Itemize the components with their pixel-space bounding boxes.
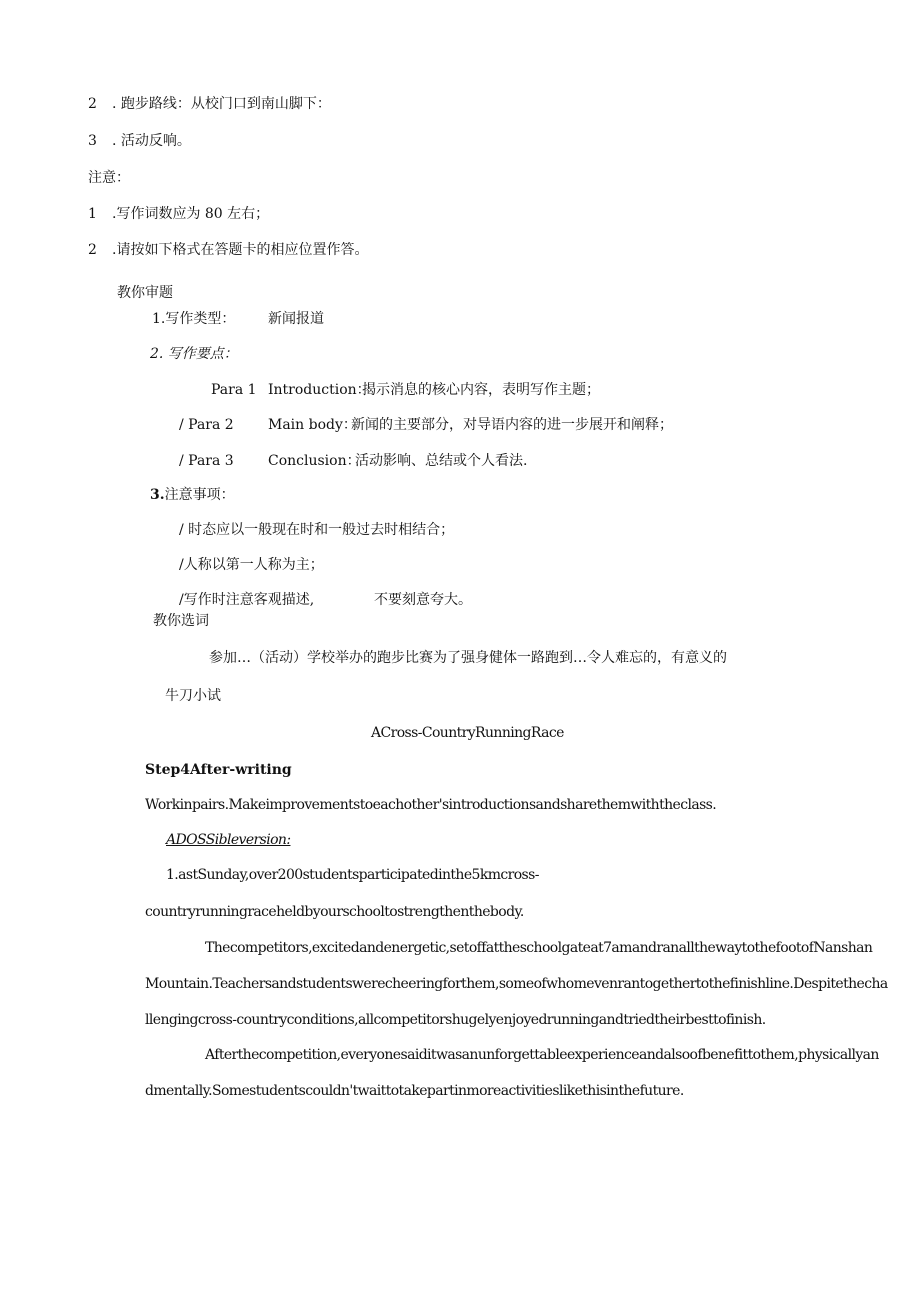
essay-para-3-line-2: dmentally.Somestudentscouldn'twaittotakepartinmoreactivitieslikethisinthefuture. <box>145 1083 684 1099</box>
note-2-text: .请按如下格式在答题卡的相应位置作答。 <box>112 242 369 258</box>
cautions-label-text: 注意事项： <box>164 487 235 503</box>
para-3-name: Conclusion： <box>268 453 361 469</box>
practice-heading: 牛刀小试 <box>165 688 221 704</box>
practice-title: ACross-CountryRunningRace <box>371 725 564 741</box>
cautions-number: 3. <box>150 487 165 503</box>
essay-para-1-line-1: 1.astSunday,over200studentsparticipatedinthe5kmcross- <box>166 867 539 883</box>
version-label: ADOSSibleversion: <box>166 832 291 848</box>
point-2-text: . 跑步路线：从校门口到南山脚下： <box>112 96 331 112</box>
vocab-line: 参加…（活动）学校举办的跑步比赛为了强身健体一路跑到…令人难忘的，有意义的 <box>209 650 727 666</box>
vocab-heading: 教你选词 <box>153 613 209 629</box>
point-2-number: 2 <box>88 96 97 112</box>
analysis-heading: 教你审题 <box>117 285 173 301</box>
caution-2: /人称以第一人称为主； <box>179 557 324 573</box>
caution-3: /写作时注意客观描述, <box>179 592 315 608</box>
note-1-number: 1 <box>88 206 97 222</box>
writing-points-label: 2. 写作要点： <box>150 346 238 362</box>
caution-1: / 时态应以一般现在时和一般过去时相结合； <box>179 522 455 538</box>
cautions-label <box>150 486 235 504</box>
para-3-label: / Para 3 <box>179 453 234 469</box>
essay-para-1-line-2: countryrunningraceheldbyourschooltostrengthenthebody. <box>145 904 524 920</box>
para-2-label: / Para 2 <box>179 417 234 433</box>
writing-type-label: 1.写作类型： <box>152 311 236 327</box>
essay-para-3-line-1: Afterthecompetition,everyonesaiditwasanunforgettableexperienceandalsoofbenefittothem,physicallyan <box>205 1047 879 1063</box>
caution-3-continued: 不要刻意夸大。 <box>374 592 472 608</box>
writing-type-value: 新闻报道 <box>268 311 324 327</box>
essay-para-2-line-1: Thecompetitors,excitedandenergetic,setoffattheschoolgateat7amandranallthewaytothefootofNanshan <box>205 940 873 956</box>
para-2-name: Main body： <box>268 417 357 433</box>
step4-instruction: Workinpairs.Makeimprovementstoeachother'sintroductionsandsharethemwiththeclass. <box>145 797 717 813</box>
para-1-desc: 揭示消息的核心内容，表明写作主题； <box>362 382 600 398</box>
para-1-name: Introduction： <box>268 382 371 398</box>
point-3-number: 3 <box>88 133 97 149</box>
note-1-text: .写作词数应为 80 左右； <box>112 206 270 222</box>
point-3-text: . 活动反响。 <box>112 133 191 149</box>
essay-para-2-line-2: Mountain.Teachersandstudentswerecheeringforthem,someofwhomevenrantogethertothefinishline.Despitethecha <box>145 976 888 992</box>
essay-para-2-line-3: llengingcross-countryconditions,allcompetitorshugelyenjoyedrunningandtriedtheirbesttofinish. <box>145 1012 766 1028</box>
notes-title: 注意： <box>88 170 130 186</box>
para-3-desc: 活动影响、总结或个人看法. <box>355 453 528 469</box>
note-2-number: 2 <box>88 242 97 258</box>
para-1-label: Para 1 <box>211 382 257 398</box>
para-2-desc: 新闻的主要部分，对导语内容的进一步展开和阐释； <box>351 417 673 433</box>
step4-heading: Step4After-writing <box>145 762 292 778</box>
